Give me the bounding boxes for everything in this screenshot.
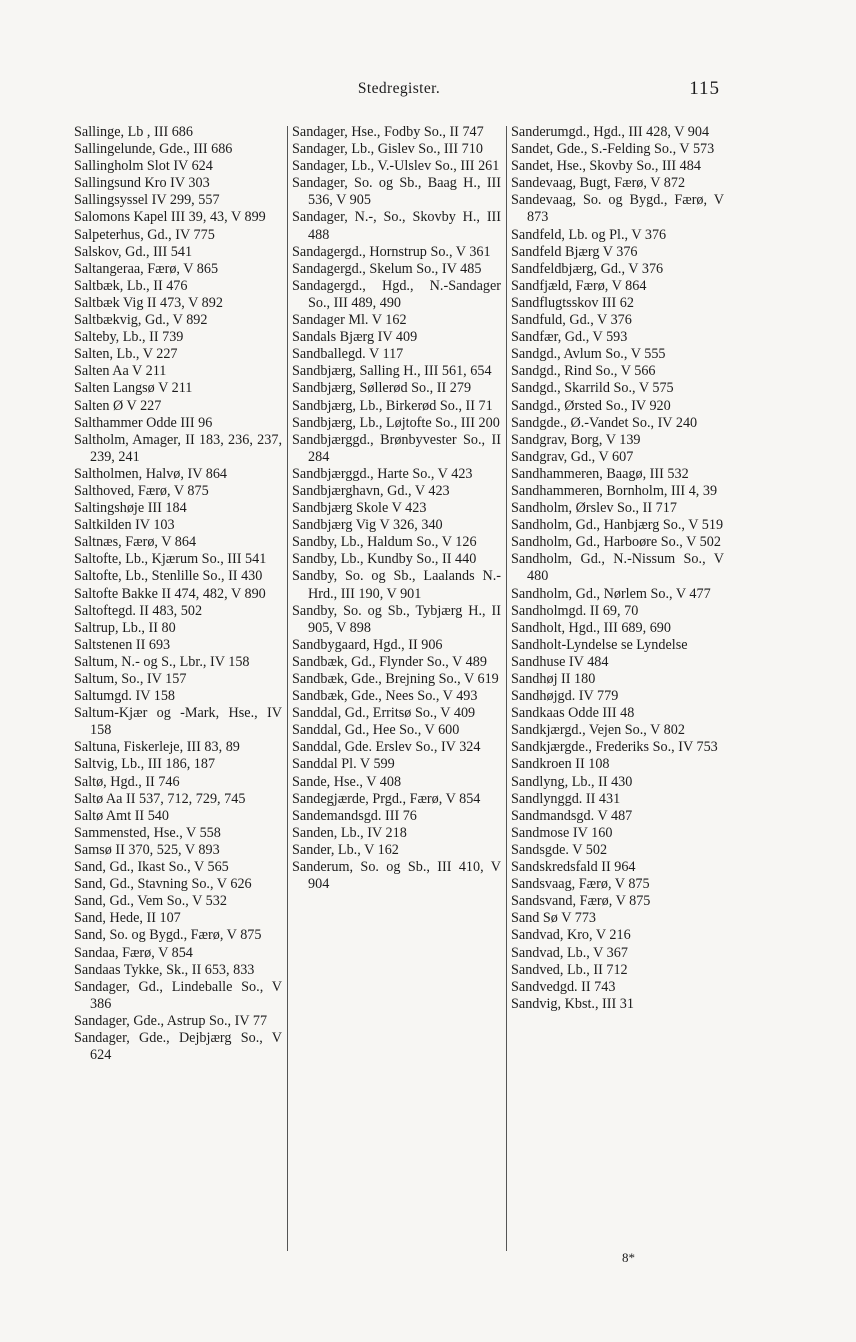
index-entry: Salten, Lb., V 227	[74, 346, 178, 363]
index-entry: Sandfær, Gd., V 593	[511, 329, 628, 346]
index-entry: Sandevaag, Bugt, Færø, V 872	[511, 175, 686, 192]
index-entry: Sandemandsgd. III 76	[292, 807, 417, 824]
index-entry: Sand, Gd., Ikast So., V 565	[74, 859, 229, 876]
index-entry: Sallingelunde, Gde., III 686	[74, 141, 233, 158]
printer-signature-mark: 8*	[622, 1250, 635, 1265]
index-entry: Sandager, Lb., Gislev So., III 710	[292, 141, 483, 158]
index-entry: Sandby, So. og Sb., Tybjærg H., II 905, V 898	[292, 602, 501, 636]
index-entry: Saltofte Bakke II 474, 482, V 890	[74, 585, 266, 602]
index-entry: Sandmandsgd. V 487	[511, 807, 633, 824]
index-entry: Sandbjærggd., Brønbyvester So., II 284	[292, 431, 501, 465]
index-entry: Sand, So. og Bygd., Færø, V 875	[74, 927, 262, 944]
index-entry: Saltvig, Lb., III 186, 187	[74, 756, 216, 773]
index-entry: Sandegjærde, Prgd., Færø, V 854	[292, 790, 481, 807]
column-divider	[506, 126, 507, 1251]
index-entry: Sandhøjgd. IV 779	[511, 688, 619, 705]
index-entry: Saltingshøje III 184	[74, 500, 187, 517]
index-entry: Sandager Ml. V 162	[292, 312, 407, 329]
index-entry: Sandsvand, Færø, V 875	[511, 893, 651, 910]
index-entry: Saltø Aa II 537, 712, 729, 745	[74, 790, 246, 807]
index-column-2	[292, 124, 501, 1254]
index-entry: Sandgd., Avlum So., V 555	[511, 346, 666, 363]
index-entry: Saltbæk, Lb., II 476	[74, 277, 188, 294]
index-entry: Sandbjærggd., Harte So., V 423	[292, 465, 473, 482]
index-entry: Saltø, Hgd., II 746	[74, 773, 180, 790]
index-entry: Saltumgd. IV 158	[74, 688, 176, 705]
index-entry: Sandhammeren, Baagø, III 532	[511, 465, 689, 482]
index-entry: Sanddal, Gde. Erslev So., IV 324	[292, 739, 481, 756]
index-entry: Sandbjærghavn, Gd., V 423	[292, 482, 450, 499]
index-entry: Saltofte, Lb., Stenlille So., II 430	[74, 568, 263, 585]
index-entry: Sandkjærgde., Frederiks So., IV 753	[511, 739, 718, 756]
index-entry: Sandgrav, Gd., V 607	[511, 448, 634, 465]
index-entry: Sandgd., Rind So., V 566	[511, 363, 656, 380]
index-entry: Sandgde., Ø.-Vandet So., IV 240	[511, 414, 698, 431]
index-entry: Sandagergd., Hornstrup So., V 361	[292, 243, 491, 260]
index-entry: Sandvad, Kro, V 216	[511, 927, 631, 944]
index-entry: Samsø II 370, 525, V 893	[74, 841, 220, 858]
index-entry: Sandagergd., Hgd., N.-Sandager So., III 489, 490	[292, 277, 501, 311]
index-entry: Saltholm, Amager, II 183, 236, 237, 239, 241	[74, 431, 282, 465]
index-entry: Salten Ø V 227	[74, 397, 162, 414]
index-entry: Sandholt, Hgd., III 689, 690	[511, 619, 671, 636]
index-entry: Sand, Gd., Vem So., V 532	[74, 893, 227, 910]
index-entry: Sandager, Gd., Lindeballe So., V 386	[74, 978, 282, 1012]
index-entry: Sandby, So. og Sb., Laalands N.-Hrd., III 190, V 901	[292, 568, 501, 602]
index-entry: Salten Langsø V 211	[74, 380, 193, 397]
index-entry: Sandfuld, Gd., V 376	[511, 312, 632, 329]
index-entry: Saltbækvig, Gd., V 892	[74, 312, 208, 329]
index-entry: Sallinge, Lb , III 686	[74, 124, 193, 140]
index-entry: Sandgd., Ørsted So., IV 920	[511, 397, 671, 414]
index-entry: Sandagergd., Skelum So., IV 485	[292, 260, 482, 277]
index-entry: Saltoftegd. II 483, 502	[74, 602, 203, 619]
index-entry: Sanddal, Gd., Erritsø So., V 409	[292, 705, 476, 722]
index-entry: Sandvig, Kbst., III 31	[511, 995, 634, 1012]
index-entry: Sandsgde. V 502	[511, 841, 608, 858]
index-entry: Sandager, So. og Sb., Baag H., III 536, V 905	[292, 175, 501, 209]
index-entry: Sallingholm Slot IV 624	[74, 158, 213, 175]
index-entry: Sanderum, So. og Sb., III 410, V 904	[292, 859, 501, 893]
index-entry: Sandholm, Gd., Harboøre So., V 502	[511, 534, 721, 551]
index-entry: Sandskredsfald II 964	[511, 859, 636, 876]
index-entry: Saltum, So., IV 157	[74, 671, 187, 687]
index-entry: Sandet, Gde., S.-Felding So., V 573	[511, 141, 715, 158]
index-entry: Salomons Kapel III 39, 43, V 899	[74, 209, 266, 226]
index-entry: Sandhøj II 180	[511, 671, 596, 687]
index-entry: Sandgd., Skarrild So., V 575	[511, 380, 674, 397]
index-entry: Sandet, Hse., Skovby So., III 484	[511, 158, 701, 175]
index-entry: Sandmose IV 160	[511, 824, 613, 841]
column-divider	[287, 126, 288, 1251]
index-entry: Sandvad, Lb., V 367	[511, 944, 628, 961]
index-entry: Sandals Bjærg IV 409	[292, 329, 418, 346]
index-entry: Sandkaas Odde III 48	[511, 705, 635, 722]
index-entry: Salskov, Gd., III 541	[74, 243, 193, 260]
index-entry: Saltrup, Lb., II 80	[74, 619, 176, 636]
index-column-3	[511, 124, 724, 1254]
index-entry: Sandvedgd. II 743	[511, 978, 616, 995]
index-entry: Sand, Gd., Stavning So., V 626	[74, 876, 252, 893]
index-entry: Saltkilden IV 103	[74, 517, 175, 534]
index-entry: Sandholm, Gd., N.-Nissum So., V 480	[511, 551, 724, 585]
index-entry: Sandlyng, Lb., II 430	[511, 773, 633, 790]
index-entry: Sanderumgd., Hgd., III 428, V 904	[511, 124, 710, 140]
index-entry: Sandflugtsskov III 62	[511, 294, 634, 311]
index-entry: Sandfeld, Lb. og Pl., V 376	[511, 226, 667, 243]
index-entry: Sandbjærg, Salling H., III 561, 654	[292, 363, 492, 380]
index-entry: Sandholm, Gd., Nørlem So., V 477	[511, 585, 711, 602]
index-entry: Sandager, Gde., Astrup So., IV 77	[74, 1012, 268, 1029]
index-entry: Sandgrav, Borg, V 139	[511, 431, 641, 448]
index-entry: Sandager, Hse., Fodby So., II 747	[292, 124, 484, 140]
index-entry: Sandager, N.-, So., Skovby H., III 488	[292, 209, 501, 243]
index-entry: Sandbjærg Vig V 326, 340	[292, 517, 443, 534]
index-entry: Sandbjærg Skole V 423	[292, 500, 427, 517]
index-entry: Sand Sø V 773	[511, 910, 597, 927]
page-number: 115	[689, 78, 720, 99]
index-entry: Saltø Amt II 540	[74, 807, 169, 824]
index-entry: Sandaas Tykke, Sk., II 653, 833	[74, 961, 255, 978]
index-entry: Sandhuse IV 484	[511, 653, 609, 670]
index-entry: Sande, Hse., V 408	[292, 773, 402, 790]
index-entry: Saltum-Kjær og -Mark, Hse., IV 158	[74, 705, 282, 739]
index-entry: Sandbæk, Gde., Brejning So., V 619	[292, 671, 499, 687]
index-entry: Sandholt-Lyndelse se Lyndelse	[511, 636, 688, 653]
index-entry: Sandbjærg, Lb., Løjtofte So., III 200	[292, 414, 500, 431]
index-entry: Sanddal, Gd., Hee So., V 600	[292, 722, 460, 739]
index-entry: Sandved, Lb., II 712	[511, 961, 628, 978]
index-entry: Saltofte, Lb., Kjærum So., III 541	[74, 551, 267, 568]
index-entry: Saltbæk Vig II 473, V 892	[74, 294, 223, 311]
index-entry: Salthammer Odde III 96	[74, 414, 213, 431]
index-entry: Sandbjærg, Lb., Birkerød So., II 71	[292, 397, 493, 414]
index-entry: Sandby, Lb., Haldum So., V 126	[292, 534, 477, 551]
index-entry: Sandfjæld, Færø, V 864	[511, 277, 647, 294]
index-entry: Sallingsyssel IV 299, 557	[74, 192, 220, 209]
index-entry: Salten Aa V 211	[74, 363, 167, 380]
index-entry: Saltuna, Fiskerleje, III 83, 89	[74, 739, 240, 756]
index-entry: Salthoved, Færø, V 875	[74, 482, 209, 499]
index-entry: Sallingsund Kro IV 303	[74, 175, 210, 192]
index-entry: Sandkroen II 108	[511, 756, 610, 773]
index-columns	[74, 124, 724, 1254]
index-entry: Sandby, Lb., Kundby So., II 440	[292, 551, 477, 568]
index-entry: Sanddal Pl. V 599	[292, 756, 395, 773]
index-entry: Sandlynggd. II 431	[511, 790, 621, 807]
index-entry: Sandbjærg, Søllerød So., II 279	[292, 380, 472, 397]
index-entry: Sandbæk, Gd., Flynder So., V 489	[292, 653, 487, 670]
index-entry: Sandsvaag, Færø, V 875	[511, 876, 650, 893]
index-entry: Saltholmen, Halvø, IV 864	[74, 465, 228, 482]
index-entry: Sandkjærgd., Vejen So., V 802	[511, 722, 685, 739]
index-entry: Sandager, Gde., Dejbjærg So., V 624	[74, 1029, 282, 1064]
index-entry: Sanden, Lb., IV 218	[292, 824, 407, 841]
index-entry: Sandbygaard, Hgd., II 906	[292, 636, 443, 653]
index-entry: Sandholm, Ørslev So., II 717	[511, 500, 677, 517]
index-entry: Sandhammeren, Bornholm, III 4, 39	[511, 482, 718, 499]
index-entry: Sammensted, Hse., V 558	[74, 824, 221, 841]
index-entry: Sandholm, Gd., Hanbjærg So., V 519	[511, 517, 724, 534]
index-entry: Sander, Lb., V 162	[292, 841, 399, 858]
index-entry: Sandbæk, Gde., Nees So., V 493	[292, 688, 478, 705]
index-entry: Sandager, Lb., V.-Ulslev So., III 261	[292, 158, 500, 175]
index-entry: Salpeterhus, Gd., IV 775	[74, 226, 215, 243]
index-entry: Saltstenen II 693	[74, 636, 171, 653]
page-header	[74, 80, 724, 102]
index-entry: Saltangeraa, Færø, V 865	[74, 260, 219, 277]
page-title: Stedregister.	[357, 80, 441, 97]
index-entry: Sandholmgd. II 69, 70	[511, 602, 639, 619]
index-entry: Saltum, N.- og S., Lbr., IV 158	[74, 653, 250, 670]
index-entry: Sandevaag, So. og Bygd., Færø, V 873	[511, 192, 724, 226]
index-column-1	[74, 124, 282, 1254]
index-entry: Sand, Hede, II 107	[74, 910, 181, 927]
index-entry: Sandfeldbjærg, Gd., V 376	[511, 260, 664, 277]
index-entry: Sandballegd. V 117	[292, 346, 404, 363]
index-entry: Sandaa, Færø, V 854	[74, 944, 193, 961]
index-entry: Salteby, Lb., II 739	[74, 329, 184, 346]
index-entry: Saltnæs, Færø, V 864	[74, 534, 197, 551]
index-entry: Sandfeld Bjærg V 376	[511, 243, 638, 260]
